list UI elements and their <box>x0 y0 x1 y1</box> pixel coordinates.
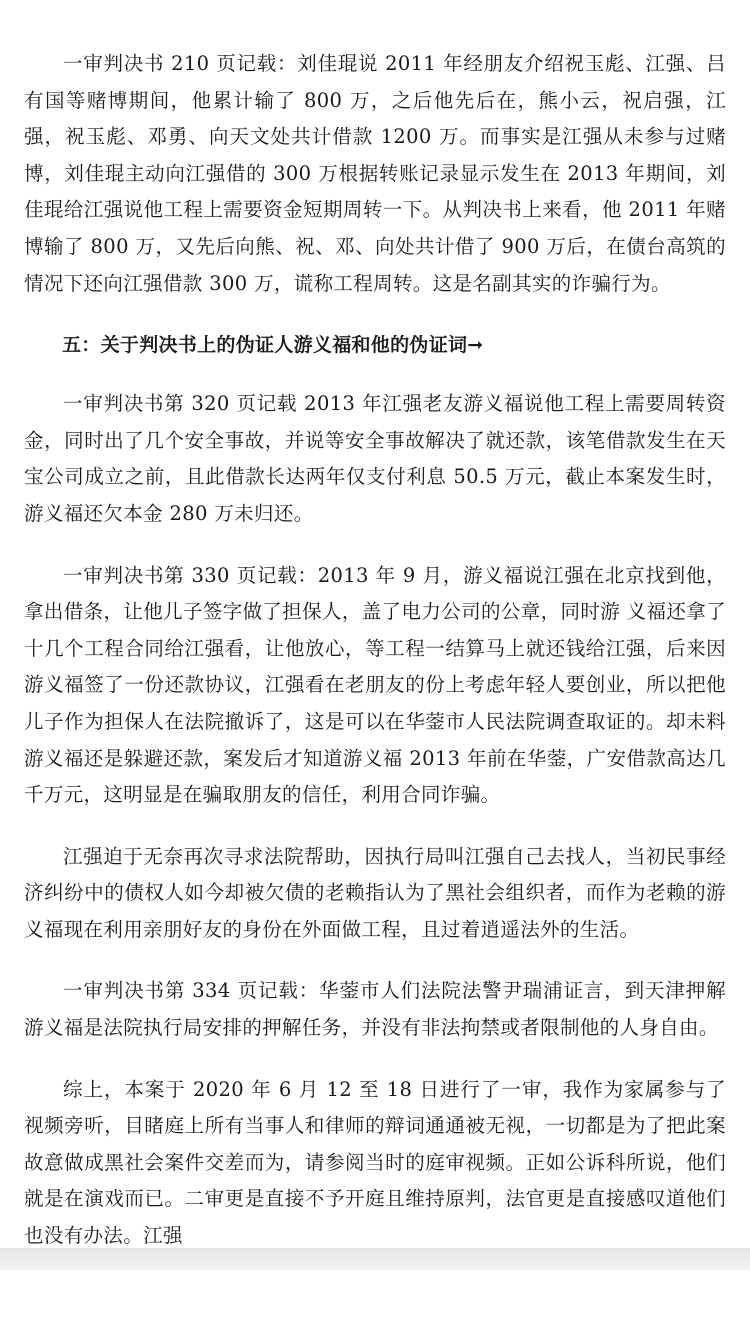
paragraph-summary: 综上，本案于 2020 年 6 月 12 至 18 日进行了一审，我作为家属参与了视频旁听，目睹庭上所有当事人和律师的辩词通通被无视，一切都是为了把此案故意做成黑社会案件交差而为，请参阅当时的庭审视频。正如公诉科所说，他们就是在演戏而已。二审更是直接不予开庭且维持原判，法官更是直接感叹道他们也没有办法。江强 <box>24 1077 726 1248</box>
paragraph-judgment-320: 一审判决书第 320 页记载 2013 年江强老友游义福说他工程上需要周转资金，同时出了几个安全事故，并说等安全事故解决了就还款，该笔借款发生在天宝公司成立之前，且此借款长达两年仅支付利息 50.5 万元，截止本案发生时，游义福还欠本金 280 万未归还。 <box>24 392 726 525</box>
paragraph-judgment-334: 一审判决书第 334 页记载：华蓥市人们法院法警尹瑞浦证言，到天津押解游义福是法院执行局安排的押解任务，并没有非法拘禁或者限制他的人身自由。 <box>24 979 726 1040</box>
paragraph-jiang-qiang-court-help: 江强迫于无奈再次寻求法院帮助，因执行局叫江强自己去找人，当初民事经济纠纷中的债权人如今却被欠债的老赖指认为了黑社会组织者，而作为老赖的游义福现在利用亲朋好友的身份在外面做工程，且过着逍遥法外的生活。 <box>24 844 726 941</box>
next-page-top <box>0 1270 750 1334</box>
page-divider <box>0 1248 750 1270</box>
paragraph-judgment-330: 一审判决书第 330 页记载：2013 年 9 月，游义福说江强在北京找到他，拿出借条，让他儿子签字做了担保人，盖了电力公司的公章，同时游 义福还拿了十几个工程合同给江强看，让他放心，等工程一结算马上就还钱给江强，后来因游义福签了一份还款协议，江强看在老朋友的份上考虑年轻人要创业，所以把他儿子作为担保人在法院撤诉了，这是可以在华蓥市人民法院调查取证的。却未料游义福还是躲避还款，案发后才知道游义福 2013 年前在华蓥，广安借款高达几千万元，这明显是在骗取朋友的信任，利用合同诈骗。 <box>24 563 726 807</box>
document-body <box>24 46 726 1280</box>
section-heading-five: 五：关于判决书上的伪证人游义福和他的伪证词➞ <box>62 334 484 357</box>
paragraph-judgment-210: 一审判决书 210 页记载：刘佳琨说 2011 年经朋友介绍祝玉彪、江强、吕有国等赌博期间，他累计输了 800 万，之后他先后在，熊小云，祝启强，江强，祝玉彪、邓勇、向天文处共计借款 1200 万。而事实是江强从未参与过赌博，刘佳琨主动向江强借的 300 万根据转账记录显示发生在 2013 年期间，刘佳琨给江强说他工程上需要资金短期周转一下。从判决书上来看，他 2011 年赌博输了 800 万，又先后向熊、祝、邓、向处共计借了 900 万后，在债台高筑的情况下还向江强借款 300 万，谎称工程周转。这是名副其实的诈骗行为。 <box>24 52 726 295</box>
